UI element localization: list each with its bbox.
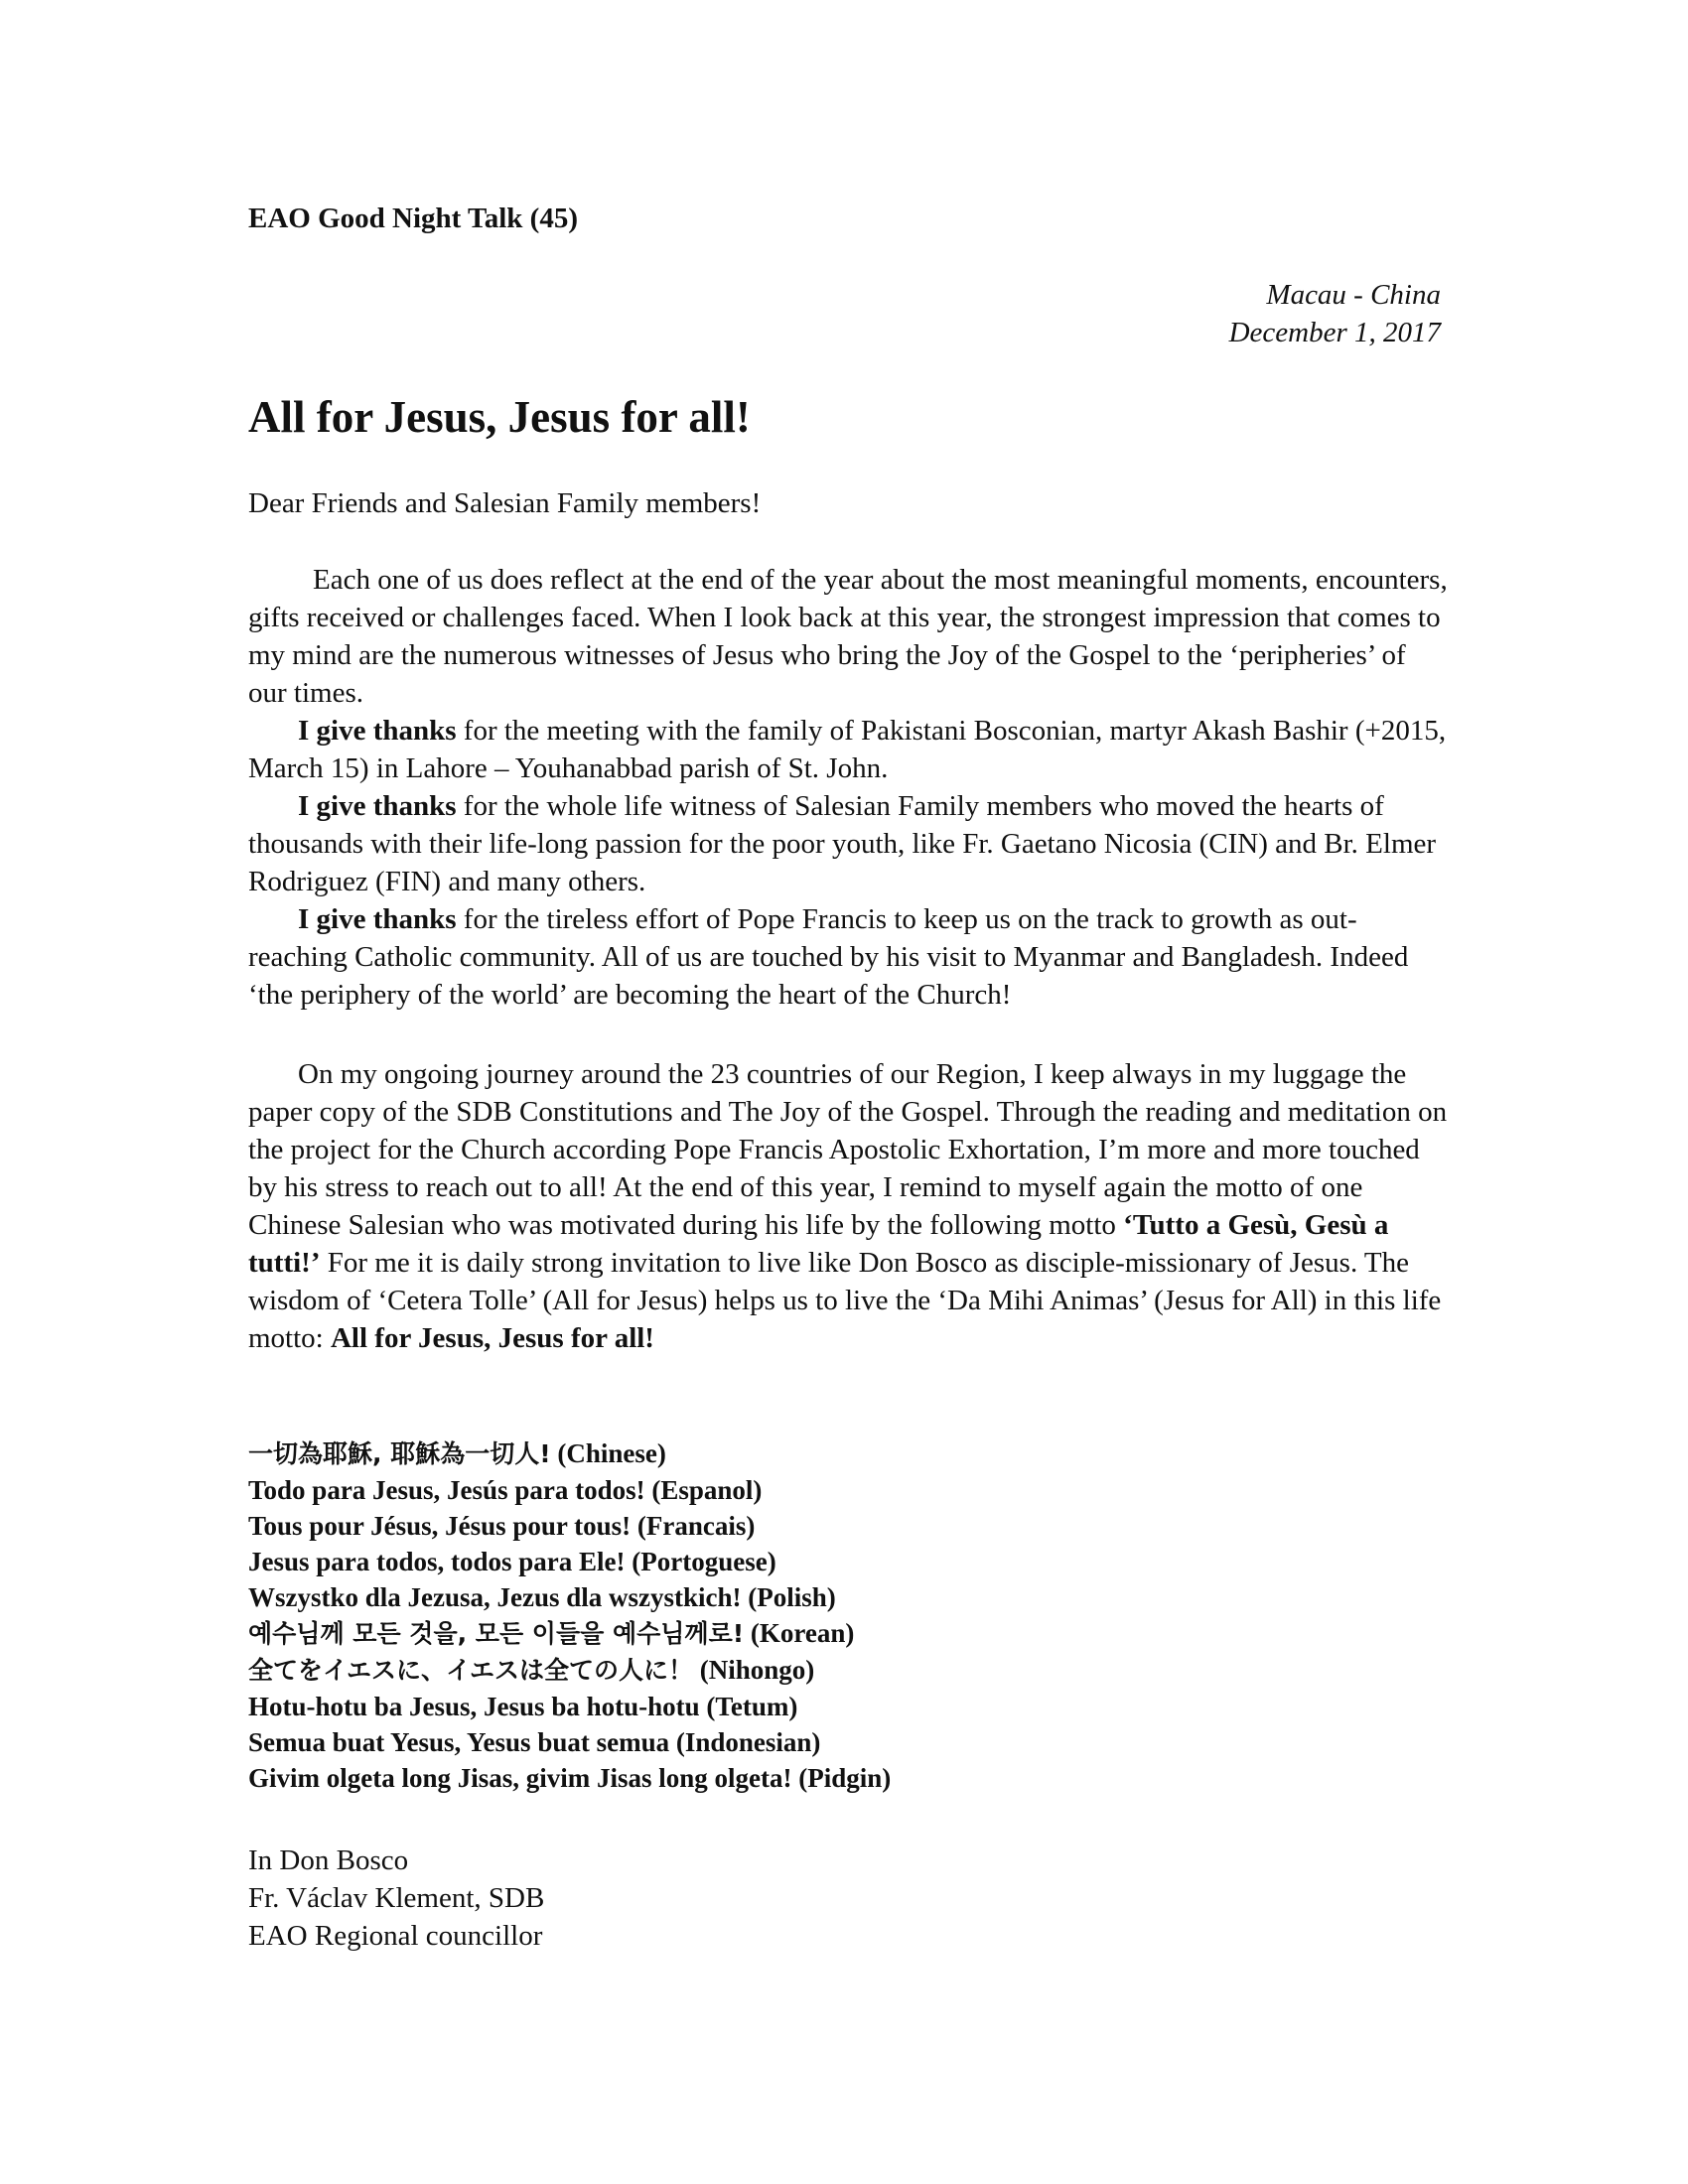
motto-item: [248, 1724, 891, 1760]
motto-language: (Nihongo): [693, 1655, 815, 1685]
motto-text: 全てをイエスに、イエスは全ての人に！: [248, 1656, 694, 1685]
signature-name: Fr. Václav Klement, SDB: [248, 1882, 545, 1914]
motto-item: [248, 1435, 891, 1472]
motto-language: (Pidgin): [791, 1763, 892, 1793]
place-and-date: [1229, 276, 1441, 351]
journey-text-part1: On my ongoing journey around the 23 countries of our Region, I keep always in my luggage the paper copy of the SDB Constitutions and The Joy of the Gospel. Through the reading and meditation on the project for the Church according Pope Francis Apostolic Exhortation, I’m more and more touched by his stress to reach out to all! At the end of this year, I remind to myself again the motto of one Chinese Salesian who was motivated during his life by the following motto: [248, 1058, 1448, 1241]
motto-item: [248, 1652, 891, 1689]
motto-translations-list: [248, 1435, 891, 1796]
journey-text-part2: For me it is daily strong invitation to live like Don Bosco as disciple-missionary of Jesus. The wisdom of ‘Cetera Tolle’ (All for Jesus) helps us to live the ‘Da Mihi Animas’ (Jesus for All) in this life motto:: [248, 1247, 1442, 1354]
journey-paragraph: [248, 1055, 1450, 1357]
signature-block: [248, 1842, 544, 1955]
date-line: December 1, 2017: [1228, 317, 1441, 348]
motto-item: [248, 1472, 891, 1508]
thanks-lead: I give thanks: [298, 715, 457, 747]
page-title: All for Jesus, Jesus for all!: [248, 392, 751, 442]
thanks-text: for the whole life witness of Salesian Family members who moved the hearts of thousands with their life-long passion for the poor youth, like Fr. Gaetano Nicosia (CIN) and Br. Elmer Rodriguez (FIN) and many others.: [248, 790, 1437, 897]
intro-paragraph: Each one of us does reflect at the end of the year about the most meaningful moments, encounters, gifts received or challenges faced. When I look back at this year, the strongest impression that comes to my mind are the numerous witnesses of Jesus who bring the Joy of the Gospel to the ‘peripheries’ of our times.: [248, 564, 1448, 709]
motto-text: Tous pour Jésus, Jésus pour tous!: [248, 1511, 632, 1541]
motto-text: 一切為耶穌, 耶穌為一切人!: [248, 1439, 551, 1468]
motto-language: (Korean): [744, 1618, 855, 1648]
motto-language: (Chinese): [550, 1438, 666, 1468]
motto-item: [248, 1579, 891, 1615]
greeting: Dear Friends and Salesian Family members!: [248, 487, 762, 519]
motto-language: (Indonesian): [669, 1727, 821, 1757]
signature-role: EAO Regional councillor: [248, 1920, 543, 1952]
series-heading: EAO Good Night Talk (45): [248, 203, 578, 234]
motto-language: (Tetum): [699, 1692, 798, 1721]
thanks-lead: I give thanks: [298, 790, 457, 822]
motto-item: [248, 1689, 891, 1724]
thanks-text: for the tireless effort of Pope Francis to keep us on the track to growth as out-reaching Catholic community. All of us are touched by his visit to Myanmar and Bangladesh. Indeed ‘the periphery of the world’ are becoming the heart of the Church!: [248, 903, 1409, 1011]
motto-language: (Portoguese): [625, 1547, 776, 1576]
english-motto: All for Jesus, Jesus for all!: [330, 1322, 654, 1354]
motto-language: (Polish): [741, 1582, 836, 1612]
place-line: Macau - China: [1266, 279, 1441, 311]
thanks-paragraph: [248, 787, 1450, 900]
motto-item: [248, 1508, 891, 1544]
motto-text: Hotu-hotu ba Jesus, Jesus ba hotu-hotu: [248, 1692, 700, 1721]
motto-text: Jesus para todos, todos para Ele!: [248, 1547, 626, 1576]
motto-text: Semua buat Yesus, Yesus buat semua: [248, 1727, 670, 1757]
motto-language: (Espanol): [644, 1475, 763, 1505]
italian-motto: ‘Tutto a Gesù, Gesù a tutti!’: [248, 1209, 1389, 1279]
motto-item: [248, 1615, 891, 1652]
thanks-paragraph: [248, 900, 1450, 1014]
motto-language: (Francais): [631, 1511, 756, 1541]
motto-text: Givim olgeta long Jisas, givim Jisas long olgeta!: [248, 1763, 792, 1793]
thanks-paragraph: [248, 712, 1450, 787]
journey-section: [248, 1055, 1450, 1357]
motto-text: Wszystko dla Jezusa, Jezus dla wszystkich!: [248, 1582, 742, 1612]
motto-item: [248, 1544, 891, 1579]
thanks-lead: I give thanks: [298, 903, 457, 935]
signature-closing: In Don Bosco: [248, 1844, 409, 1876]
thanks-text: for the meeting with the family of Pakistani Bosconian, martyr Akash Bashir (+2015, March 15) in Lahore – Youhanabbad parish of St. John.: [248, 715, 1447, 784]
motto-text: Todo para Jesus, Jesús para todos!: [248, 1475, 645, 1505]
motto-text: 예수님께 모든 것을, 모든 이들을 예수님께로!: [248, 1619, 745, 1648]
motto-item: [248, 1760, 891, 1796]
intro-section: [248, 561, 1450, 1014]
